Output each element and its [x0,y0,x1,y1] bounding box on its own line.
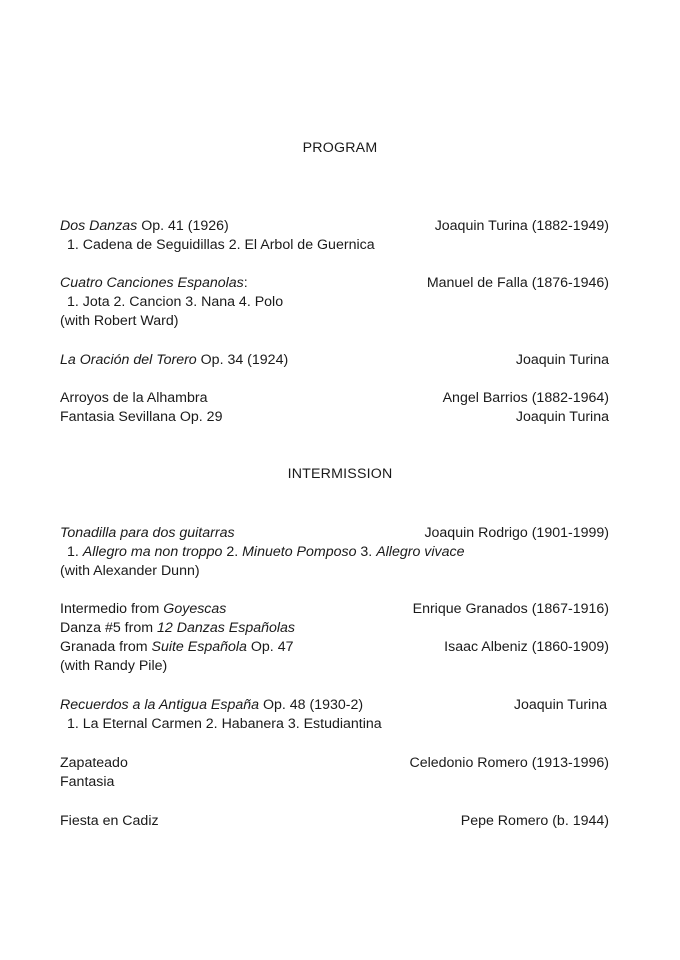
composer-dos-danzas: Joaquin Turina (1882-1949) [434,218,609,234]
work-title-italic: Suite Española [151,639,247,655]
work-title-italic: Goyescas [163,601,227,617]
movement-title: Allegro vivace [376,544,465,560]
work-title-cuatro-canciones [60,274,248,293]
work-title-fantasia-sevillana: Fantasia Sevillana Op. 29 [60,409,223,425]
program-heading: PROGRAM [302,140,378,156]
movements-tonadilla [67,543,465,562]
composer-oracion: Joaquin Turina [515,352,609,368]
work-title-italic: 12 Danzas Españolas [157,620,296,636]
work-title-colon: : [243,275,248,291]
work-opus: Op. 47 [246,639,294,655]
movements-cuatro-canciones: 1. Jota 2. Cancion 3. Nana 4. Polo [67,294,284,310]
work-title-oracion [60,351,288,370]
movements-dos-danzas: 1. Cadena de Seguidillas 2. El Arbol de Guernica [67,237,375,253]
movement-number: 3. [356,544,377,560]
work-title-fiesta-en-cadiz: Fiesta en Cadiz [60,813,159,829]
composer-pepe-romero: Pepe Romero (b. 1944) [460,813,609,829]
work-title-zapateado: Zapateado [60,755,128,771]
performer-note-robert-ward: (with Robert Ward) [60,313,179,329]
movement-number: 2. [222,544,243,560]
composer-arroyos: Angel Barrios (1882-1964) [442,390,609,406]
composer-recuerdos: Joaquin Turina [513,697,607,713]
intermission-heading: INTERMISSION [287,466,393,482]
work-title-arroyos: Arroyos de la Alhambra [60,390,208,406]
work-title-dos-danzas [60,217,229,236]
work-opus: Op. 41 (1926) [137,218,229,234]
work-title-recuerdos [60,696,363,715]
performer-note-alexander-dunn: (with Alexander Dunn) [60,563,200,579]
work-title-italic: La Oración del Torero [60,352,197,368]
movement-number: 1. [67,544,83,560]
work-prefix: Granada from [60,639,152,655]
work-title-italic: Recuerdos a la Antigua España [60,697,260,713]
work-title-italic: Cuatro Canciones Espanolas [60,275,244,291]
composer-fantasia-sevillana: Joaquin Turina [515,409,609,425]
work-opus: Op. 48 (1930-2) [259,697,364,713]
work-title-italic: Tonadilla para dos guitarras [60,525,235,541]
work-title-italic: Dos Danzas [60,218,138,234]
composer-tonadilla: Joaquin Rodrigo (1901-1999) [424,525,609,541]
composer-celedonio-romero: Celedonio Romero (1913-1996) [409,755,609,771]
work-title-danza5 [60,619,295,638]
movement-title: Minueto Pomposo [242,544,357,560]
composer-cuatro-canciones: Manuel de Falla (1876-1946) [426,275,609,291]
work-title-tonadilla [60,524,235,543]
work-opus: Op. 34 (1924) [196,352,289,368]
movement-title: Allegro ma non troppo [82,544,223,560]
composer-granados: Enrique Granados (1867-1916) [412,601,609,617]
work-prefix: Danza #5 from [60,620,157,636]
work-title-granada [60,638,293,657]
movements-recuerdos: 1. La Eternal Carmen 2. Habanera 3. Estudiantina [67,716,382,732]
performer-note-randy-pile: (with Randy Pile) [60,658,168,674]
work-prefix: Intermedio from [60,601,164,617]
work-title-fantasia: Fantasia [60,774,115,790]
work-title-intermedio [60,600,226,619]
composer-albeniz: Isaac Albeniz (1860-1909) [444,639,609,655]
